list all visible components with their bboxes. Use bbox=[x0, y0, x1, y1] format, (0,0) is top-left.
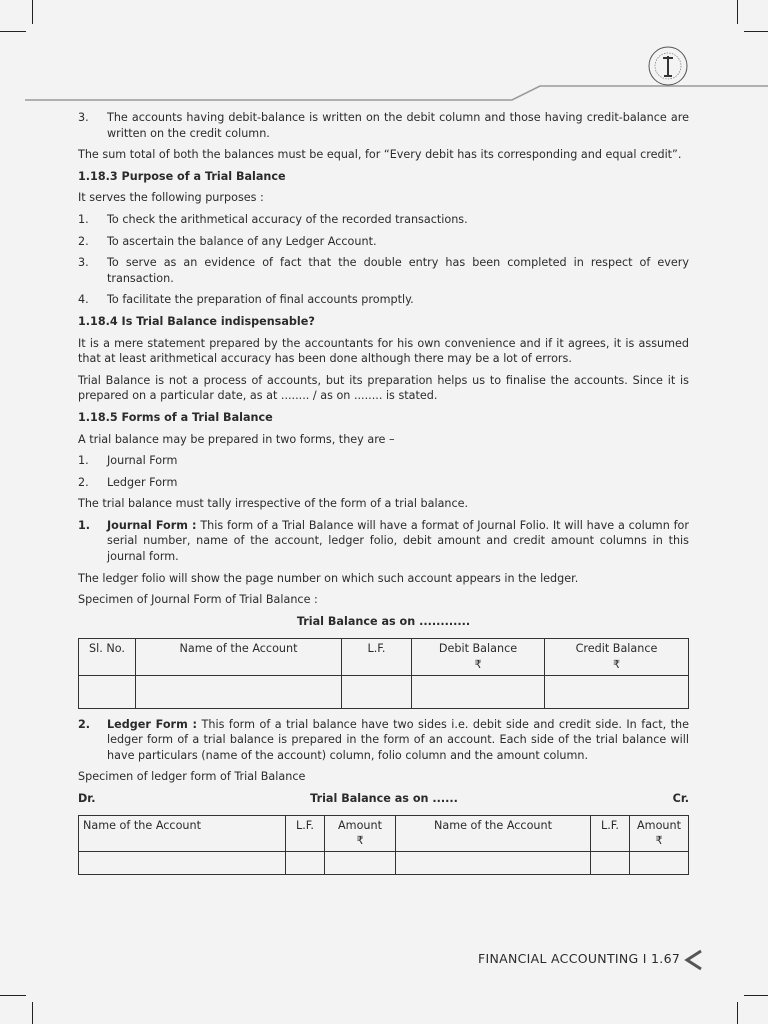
page-content bbox=[78, 110, 689, 883]
paragraph-ledger-folio: The ledger folio will show the page number on which such account appears in the ledger. bbox=[78, 571, 579, 585]
footer-text: FINANCIAL ACCOUNTING I 1.67 bbox=[478, 951, 681, 966]
table-header bbox=[630, 815, 689, 851]
list-item bbox=[78, 212, 689, 228]
table-header bbox=[325, 815, 396, 851]
list-number: 1. bbox=[78, 518, 91, 532]
paragraph-specimen-journal: Specimen of Journal Form of Trial Balance : bbox=[78, 593, 318, 607]
paragraph-tally: The trial balance must tally irrespective of the form of a trial balance. bbox=[78, 497, 469, 511]
list-number: 1. bbox=[78, 454, 89, 468]
table-cell bbox=[630, 851, 689, 874]
list-text: Ledger Form bbox=[107, 475, 178, 489]
paragraph-specimen-ledger: Specimen of ledger form of Trial Balance bbox=[78, 770, 306, 784]
crop-mark-bottom-left-h bbox=[0, 995, 26, 996]
table-header: Sl. No. bbox=[79, 639, 136, 675]
heading-purpose: 1.18.3 Purpose of a Trial Balance bbox=[78, 169, 286, 183]
list-item bbox=[78, 475, 689, 491]
table-cell bbox=[136, 675, 342, 708]
table-cell bbox=[325, 851, 396, 874]
crop-mark-top-right-v bbox=[737, 0, 738, 24]
table-cell bbox=[412, 675, 545, 708]
list-number: 1. bbox=[78, 212, 89, 226]
table-header-label: Debit Balance bbox=[438, 642, 518, 656]
list-item bbox=[78, 453, 689, 469]
journal-form-label: Journal Form : bbox=[107, 518, 197, 532]
table-header bbox=[545, 639, 689, 675]
list-text: Journal Form bbox=[107, 454, 178, 468]
ledger-form-label: Ledger Form : bbox=[107, 717, 198, 731]
list-text bbox=[107, 518, 689, 565]
list-item bbox=[78, 234, 689, 250]
heading-indispensable: 1.18.4 Is Trial Balance indispensable? bbox=[78, 314, 315, 328]
crop-mark-bottom-left-v bbox=[32, 1002, 33, 1024]
list-text: To serve as an evidence of fact that the double entry has been completed in respect of every transaction. bbox=[107, 256, 689, 285]
crop-mark-top-left-v bbox=[32, 0, 33, 24]
table-cell bbox=[79, 851, 286, 874]
table-cell bbox=[545, 675, 689, 708]
list-item bbox=[78, 110, 689, 141]
list-text: To check the arithmetical accuracy of the recorded transactions. bbox=[107, 212, 468, 226]
list-text bbox=[107, 717, 689, 764]
institute-logo-icon bbox=[647, 45, 689, 87]
list-text: To ascertain the balance of any Ledger Account. bbox=[107, 234, 377, 248]
crop-mark-top-right-h bbox=[744, 31, 768, 32]
table-row bbox=[79, 851, 689, 874]
ledger-table-title-row bbox=[78, 791, 689, 807]
rupee-symbol: ₹ bbox=[356, 834, 364, 848]
crop-mark-bottom-right-v bbox=[737, 1002, 738, 1024]
table-header-label: Credit Balance bbox=[575, 642, 658, 656]
ledger-table-title: Trial Balance as on ...... bbox=[310, 792, 458, 805]
table-cell bbox=[342, 675, 412, 708]
list-number: 2. bbox=[78, 717, 91, 731]
list-text: To facilitate the preparation of final accounts promptly. bbox=[107, 293, 414, 307]
rupee-symbol: ₹ bbox=[474, 658, 482, 672]
table-header: Name of the Account bbox=[136, 639, 342, 675]
paragraph-mere-statement: It is a mere statement prepared by the accountants for his own convenience and if it agrees, it is assumed that at least arithmetical accuracy has been done although there may be a lot of errors. bbox=[78, 336, 689, 366]
list-number: 3. bbox=[78, 111, 89, 124]
table-header-label: Amount bbox=[338, 818, 382, 832]
table-header-row bbox=[79, 639, 689, 675]
ledger-form-text: This form of a trial balance have two sides i.e. debit side and credit side. In fact, the ledger form of a trial balance is prepared in the form of an account. Each side of the trial balance will have particulars (name of the account) column, folio column and the amount column. bbox=[107, 717, 690, 762]
table-header: Name of the Account bbox=[79, 815, 286, 851]
dr-label: Dr. bbox=[78, 792, 96, 805]
table-header-row bbox=[79, 815, 689, 851]
table-cell bbox=[591, 851, 630, 874]
table-header: L.F. bbox=[342, 639, 412, 675]
list-item bbox=[78, 292, 689, 308]
table-header: L.F. bbox=[286, 815, 325, 851]
journal-form-text: This form of a Trial Balance will have a format of Journal Folio. It will have a column for serial number, name of the account, ledger folio, debit amount and credit amount columns in this journal form. bbox=[107, 518, 689, 564]
page-footer bbox=[478, 951, 680, 966]
table-cell bbox=[79, 675, 136, 708]
table-header-label: Amount bbox=[637, 818, 681, 832]
crop-mark-top-left-h bbox=[0, 31, 26, 32]
list-item-ledger-form bbox=[78, 717, 689, 764]
crop-mark-bottom-right-h bbox=[744, 995, 768, 996]
table-header: L.F. bbox=[591, 815, 630, 851]
list-item-journal-form bbox=[78, 518, 689, 565]
table-row bbox=[79, 675, 689, 708]
journal-table-title: Trial Balance as on ............ bbox=[296, 614, 471, 628]
table-cell bbox=[286, 851, 325, 874]
table-cell bbox=[396, 851, 591, 874]
list-item bbox=[78, 255, 689, 286]
table-header: Name of the Account bbox=[396, 815, 591, 851]
paragraph-forms-intro: A trial balance may be prepared in two forms, they are – bbox=[78, 432, 395, 446]
cr-label: Cr. bbox=[672, 792, 689, 805]
list-number: 2. bbox=[78, 234, 89, 248]
table-header bbox=[412, 639, 545, 675]
ledger-form-table bbox=[78, 815, 689, 875]
rupee-symbol: ₹ bbox=[655, 834, 663, 848]
list-number: 4. bbox=[78, 293, 89, 307]
paragraph-sum-total: The sum total of both the balances must be equal, for “Every debit has its corresponding and equal credit”. bbox=[78, 148, 682, 162]
journal-form-table bbox=[78, 638, 689, 708]
chevron-left-icon bbox=[683, 949, 703, 971]
paragraph-not-process: Trial Balance is not a process of accounts, but its preparation helps us to finalise the accounts. Since it is prepared on a particular date, as at ........ / as on ........ is stated. bbox=[78, 373, 689, 403]
paragraph-purpose-intro: It serves the following purposes : bbox=[78, 191, 264, 205]
rupee-symbol: ₹ bbox=[612, 658, 621, 672]
list-number: 3. bbox=[78, 256, 89, 270]
list-number: 2. bbox=[78, 475, 89, 489]
heading-forms: 1.18.5 Forms of a Trial Balance bbox=[78, 410, 273, 424]
list-text: The accounts having debit-balance is written on the debit column and those having credit-balance are written on the credit column. bbox=[107, 111, 689, 140]
